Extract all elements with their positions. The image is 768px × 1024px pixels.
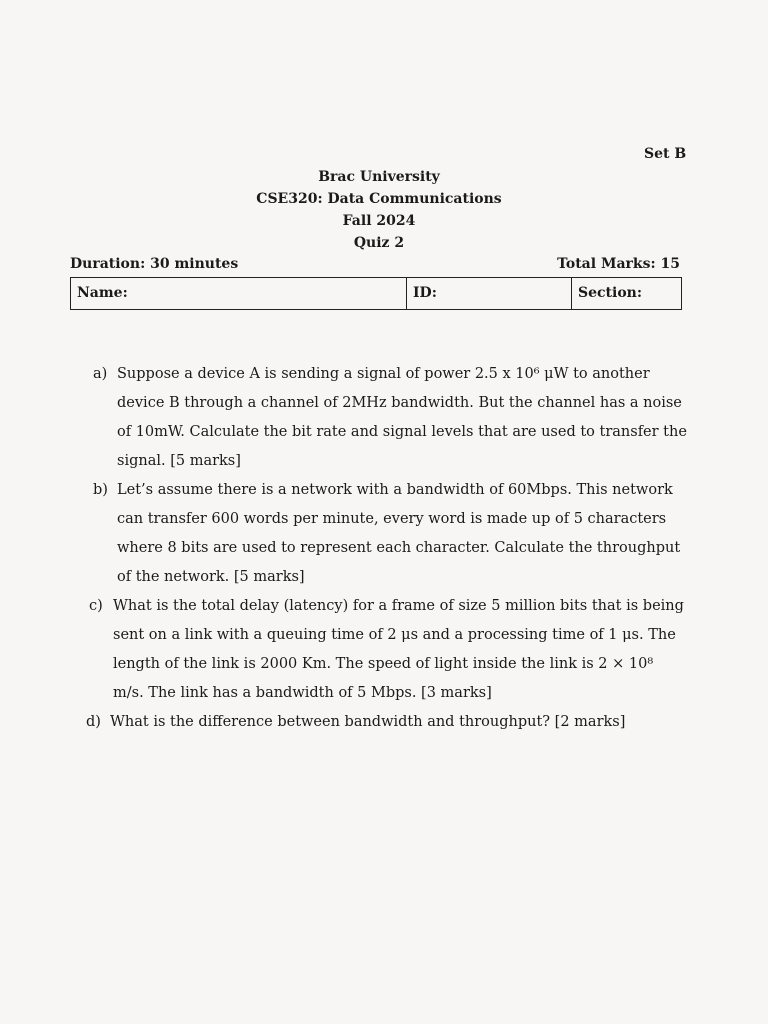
question-list — [0, 360, 768, 737]
question-line: device B through a channel of 2MHz bandwidth. But the channel has a noise — [117, 395, 682, 411]
question-text — [117, 476, 768, 592]
question-line: of 10mW. Calculate the bit rate and signal levels that are used to transfer the — [117, 424, 687, 440]
question-line: Let’s assume there is a network with a bandwidth of 60Mbps. This network — [117, 482, 673, 498]
question-line: What is the difference between bandwidth and throughput? [2 marks] — [110, 714, 626, 730]
course-title: CSE320: Data Communications — [256, 191, 502, 207]
question-text — [110, 708, 768, 737]
question-label: b) — [93, 482, 108, 498]
exam-header — [0, 166, 768, 254]
question-label: a) — [93, 366, 108, 382]
question-label: c) — [89, 598, 103, 614]
question-line: Suppose a device A is sending a signal of power 2.5 x 10⁶ μW to another — [117, 366, 650, 382]
duration: Duration: 30 minutes — [70, 256, 239, 272]
university-name: Brac University — [318, 169, 440, 185]
set-label: Set B — [644, 146, 687, 162]
student-info-table — [70, 277, 682, 310]
question-line: signal. [5 marks] — [117, 453, 241, 469]
question-text — [113, 592, 768, 708]
name-label: Name: — [77, 285, 128, 301]
question-line: sent on a link with a queuing time of 2 μs and a processing time of 1 μs. The — [113, 627, 676, 643]
question-line: m/s. The link has a bandwidth of 5 Mbps. [3 marks] — [113, 685, 492, 701]
id-label: ID: — [413, 285, 437, 301]
question-label: d) — [86, 714, 101, 730]
question-line: What is the total delay (latency) for a frame of size 5 million bits that is being — [113, 598, 684, 614]
section-label: Section: — [578, 285, 643, 301]
section-cell[interactable] — [572, 278, 681, 309]
question-line: of the network. [5 marks] — [117, 569, 305, 585]
question-text — [117, 360, 768, 476]
question-c — [0, 592, 768, 708]
question-line: where 8 bits are used to represent each character. Calculate the throughput — [117, 540, 681, 556]
semester: Fall 2024 — [342, 213, 416, 229]
quiz-title: Quiz 2 — [353, 235, 405, 251]
id-cell[interactable] — [407, 278, 572, 309]
total-marks: Total Marks: 15 — [557, 256, 680, 272]
question-b — [0, 476, 768, 592]
question-line: length of the link is 2000 Km. The speed of light inside the link is 2 × 10⁸ — [113, 656, 654, 672]
name-cell[interactable] — [71, 278, 407, 309]
question-d — [0, 708, 768, 737]
question-line: can transfer 600 words per minute, every word is made up of 5 characters — [117, 511, 667, 527]
question-a — [0, 360, 768, 476]
